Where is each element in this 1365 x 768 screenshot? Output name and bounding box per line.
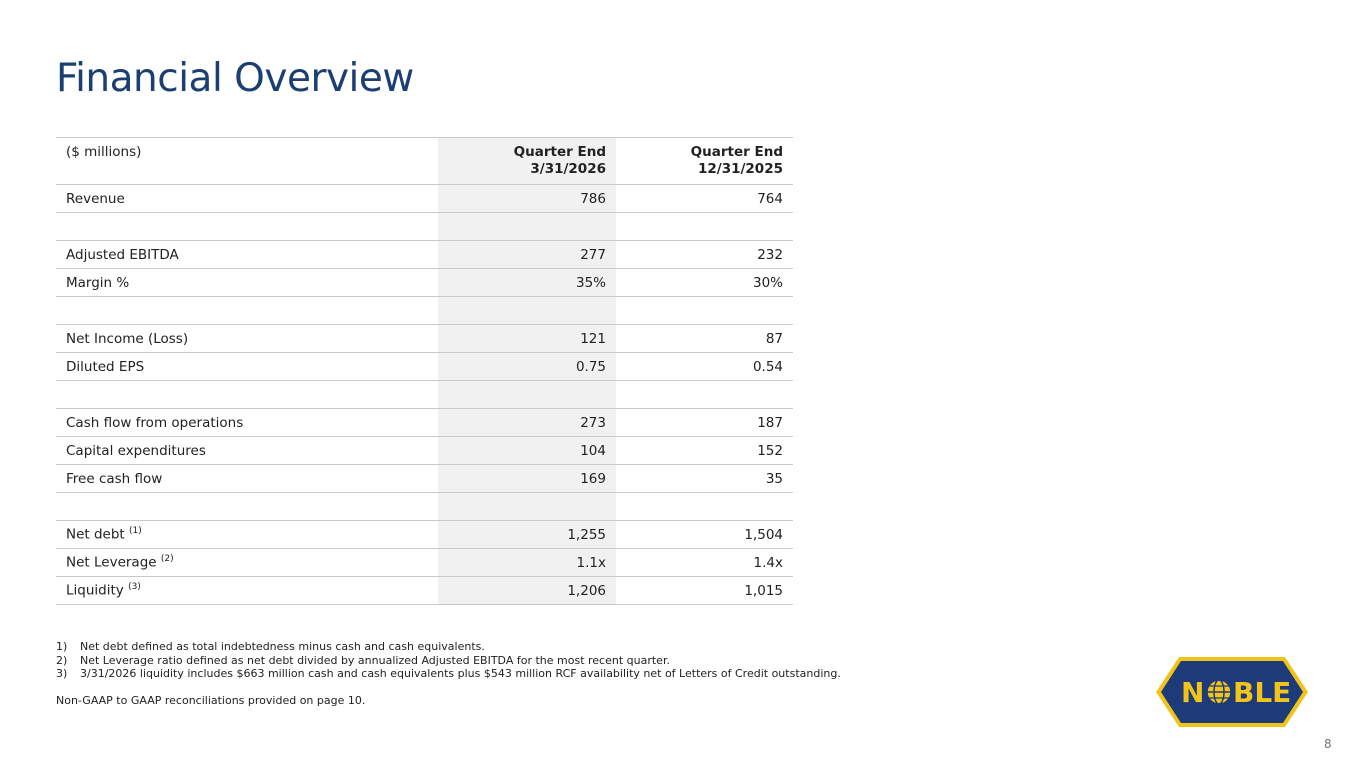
row-label-text: Free cash flow <box>66 470 163 487</box>
row-label <box>56 213 438 241</box>
footnote-text: Net Leverage ratio defined as net debt divided by annualized Adjusted EBITDA for the most recent quarter. <box>80 653 670 667</box>
value-q4-2025: 30% <box>616 269 793 297</box>
page-title: Financial Overview <box>56 56 414 101</box>
row-label <box>56 521 438 549</box>
value-q4-2025: 187 <box>616 409 793 437</box>
footnote-number: 3) <box>56 667 68 680</box>
table-row <box>56 325 793 353</box>
row-label-text: Liquidity <box>66 582 124 599</box>
value-q1-2026: 273 <box>438 409 616 437</box>
table-spacer-row <box>56 297 793 325</box>
row-label-text: Capital expenditures <box>66 442 206 459</box>
footnote-reference: (1) <box>129 526 142 537</box>
footnotes <box>56 640 841 681</box>
row-label-text: Net debt <box>66 526 125 543</box>
row-label <box>56 381 438 409</box>
table-body <box>56 185 793 605</box>
row-label <box>56 549 438 577</box>
unit-label: ($ millions) <box>56 138 438 185</box>
column-header-line2: 3/31/2026 <box>530 161 606 177</box>
row-label <box>56 409 438 437</box>
column-header-q1-2026 <box>438 138 616 185</box>
row-label <box>56 325 438 353</box>
row-label <box>56 185 438 213</box>
footnote-reference: (2) <box>160 554 174 565</box>
logo-text-right: BLE <box>1233 676 1292 709</box>
table-spacer-row <box>56 213 793 241</box>
row-label-text: Adjusted EBITDA <box>66 246 179 263</box>
value-q4-2025: 0.54 <box>616 353 793 381</box>
table-row <box>56 269 793 297</box>
value-q4-2025: 1.4x <box>616 549 793 577</box>
column-header-line1: Quarter End <box>690 144 783 160</box>
footnote <box>56 667 841 681</box>
row-label-text: Diluted EPS <box>66 358 145 375</box>
row-label <box>56 577 438 605</box>
row-label <box>56 465 438 493</box>
globe-icon <box>1207 680 1231 704</box>
row-label <box>56 269 438 297</box>
row-label <box>56 241 438 269</box>
value-q1-2026: 1,255 <box>438 521 616 549</box>
financial-table <box>56 137 793 605</box>
column-header-q4-2025 <box>616 138 793 185</box>
footnote-text: Net debt defined as total indebtedness minus cash and cash equivalents. <box>80 640 485 653</box>
value-q1-2026 <box>438 213 616 241</box>
table-spacer-row <box>56 381 793 409</box>
page-number: 8 <box>1324 737 1332 751</box>
value-q4-2025 <box>616 493 793 521</box>
value-q1-2026 <box>438 381 616 409</box>
footnote-reference: (3) <box>128 582 141 593</box>
table-row <box>56 549 793 577</box>
row-label-text: Cash flow from operations <box>66 414 244 431</box>
table-row <box>56 241 793 269</box>
value-q1-2026: 121 <box>438 325 616 353</box>
value-q1-2026: 35% <box>438 269 616 297</box>
value-q4-2025: 152 <box>616 437 793 465</box>
value-q4-2025: 1,015 <box>616 577 793 605</box>
table-spacer-row <box>56 493 793 521</box>
table-row <box>56 521 793 549</box>
row-label-text: Revenue <box>66 190 125 207</box>
value-q4-2025 <box>616 381 793 409</box>
table-header-row <box>56 138 793 185</box>
column-header-line1: Quarter End <box>513 144 606 160</box>
row-label-text: Margin % <box>66 274 130 291</box>
table-row <box>56 465 793 493</box>
row-label-text: Net Income (Loss) <box>66 330 189 347</box>
footnote <box>56 654 841 668</box>
row-label <box>56 437 438 465</box>
value-q4-2025: 1,504 <box>616 521 793 549</box>
value-q1-2026: 169 <box>438 465 616 493</box>
value-q1-2026: 0.75 <box>438 353 616 381</box>
footnote <box>56 640 841 654</box>
non-gaap-note: Non-GAAP to GAAP reconciliations provided on page 10. <box>56 694 366 707</box>
logo-text-left: N <box>1181 676 1205 709</box>
table-row <box>56 577 793 605</box>
value-q4-2025: 87 <box>616 325 793 353</box>
table-row <box>56 437 793 465</box>
row-label <box>56 297 438 325</box>
row-label <box>56 493 438 521</box>
footnote-text: 3/31/2026 liquidity includes $663 million cash and cash equivalents plus $543 million RCF availability net of Letters of Credit outstanding. <box>80 667 841 680</box>
value-q4-2025 <box>616 297 793 325</box>
value-q1-2026: 1.1x <box>438 549 616 577</box>
value-q4-2025: 35 <box>616 465 793 493</box>
value-q1-2026: 277 <box>438 241 616 269</box>
table-row <box>56 353 793 381</box>
value-q4-2025: 764 <box>616 185 793 213</box>
noble-logo <box>1155 655 1309 729</box>
column-header-line2: 12/31/2025 <box>697 161 783 177</box>
row-label <box>56 353 438 381</box>
footnote-number: 2) <box>56 653 68 667</box>
value-q1-2026 <box>438 297 616 325</box>
value-q1-2026 <box>438 493 616 521</box>
value-q4-2025: 232 <box>616 241 793 269</box>
value-q1-2026: 1,206 <box>438 577 616 605</box>
table-row <box>56 409 793 437</box>
value-q4-2025 <box>616 213 793 241</box>
row-label-text: Net Leverage <box>66 554 157 571</box>
value-q1-2026: 104 <box>438 437 616 465</box>
value-q1-2026: 786 <box>438 185 616 213</box>
table-row <box>56 185 793 213</box>
footnote-number: 1) <box>56 640 68 653</box>
